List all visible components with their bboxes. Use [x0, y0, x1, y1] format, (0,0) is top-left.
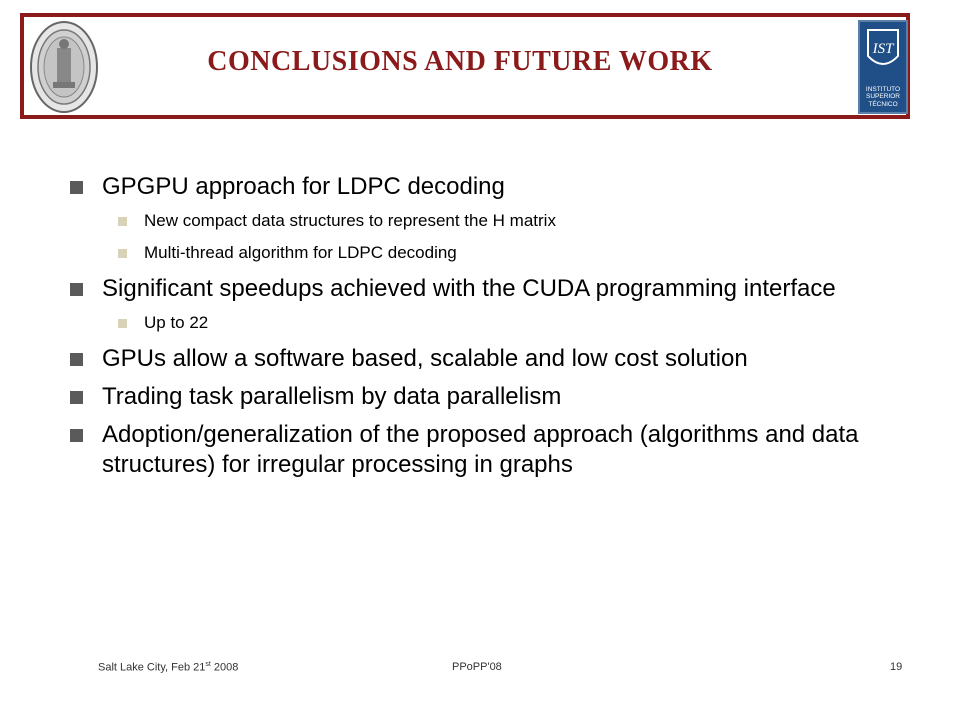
- logo-line-1: INSTITUTO: [865, 85, 901, 93]
- square-bullet-icon: [118, 217, 127, 226]
- sub-bullet-item: [68, 312, 940, 334]
- square-bullet-icon: [70, 181, 83, 194]
- footer-conference: PPoPP'08: [452, 661, 502, 673]
- footer-location-prefix: Salt Lake City, Feb 21: [98, 661, 206, 674]
- square-bullet-icon: [70, 391, 83, 404]
- institute-logo: [858, 20, 908, 114]
- sub-bullet-text: Up to 22: [144, 313, 209, 332]
- square-bullet-icon: [70, 429, 83, 442]
- sub-bullet-text: Multi-thread algorithm for LDPC decoding: [144, 243, 457, 262]
- page-number: 19: [890, 661, 903, 673]
- bullet-item: [68, 344, 940, 374]
- logo-line-3: TÉCNICO: [868, 100, 898, 108]
- square-bullet-icon: [118, 249, 127, 258]
- svg-text:IST: IST: [872, 41, 894, 57]
- bullet-text: GPUs allow a software based, scalable and low cost solution: [102, 345, 748, 372]
- sub-bullet-item: [68, 242, 940, 264]
- bullet-text: Significant speedups achieved with the CUDA programming interface: [102, 275, 836, 302]
- slide-title: CONCLUSIONS AND FUTURE WORK: [207, 46, 713, 77]
- logo-line-2: SUPERIOR: [866, 93, 900, 100]
- bullet-text: GPGPU approach for LDPC decoding: [102, 173, 505, 200]
- square-bullet-icon: [118, 319, 127, 328]
- bullet-item: [68, 274, 940, 304]
- bullet-list: [68, 172, 940, 488]
- bullet-text: Adoption/generalization of the proposed approach (algorithms and data structures) for irregular processing in graphs: [102, 421, 859, 478]
- square-bullet-icon: [70, 283, 83, 296]
- university-seal-logo: [29, 20, 99, 114]
- footer-location-suffix: 2008: [210, 661, 239, 674]
- footer-location: [98, 661, 238, 674]
- sub-bullet-item: [68, 210, 940, 232]
- bullet-item: [68, 420, 940, 480]
- footer-location-sup: st: [205, 661, 211, 668]
- square-bullet-icon: [70, 353, 83, 366]
- bullet-text: Trading task parallelism by data parallelism: [102, 383, 562, 410]
- ist-emblem-icon: [860, 26, 906, 78]
- sub-bullet-text: New compact data structures to represent the H matrix: [144, 211, 556, 230]
- bullet-item: [68, 172, 940, 202]
- bullet-item: [68, 382, 940, 412]
- institute-logo-text: [860, 86, 906, 109]
